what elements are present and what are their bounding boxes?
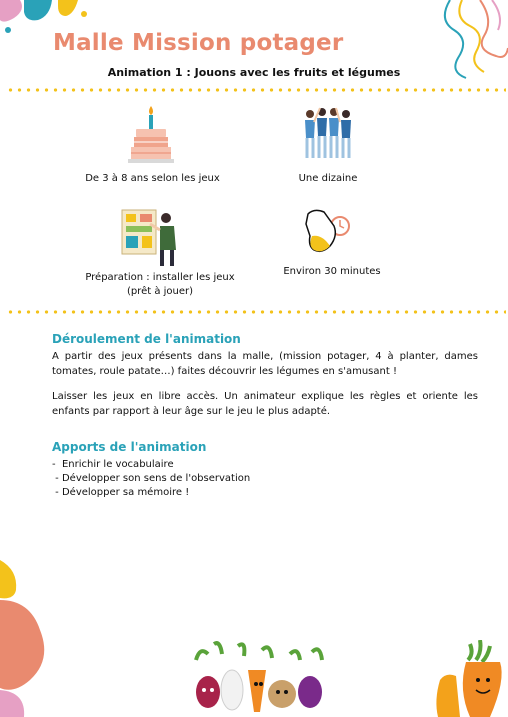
- apports-list: [52, 458, 250, 500]
- page-title: Malle Mission potager: [53, 30, 344, 56]
- list-item: - Développer sa mémoire !: [52, 487, 190, 498]
- deroulement-paragraph-1: A partir des jeux présents dans la malle, (mission potager, 4 à planter, dames tomates, roule patate…) faites découvrir les légumes en s'amusant !: [52, 351, 478, 377]
- dotted-divider-middle: [6, 310, 506, 314]
- group-size-label: Une dizaine: [298, 173, 358, 184]
- deroulement-title: Déroulement de l'animation: [52, 332, 241, 346]
- clock-hand-icon: [304, 206, 352, 258]
- birthday-cake-icon: [128, 104, 174, 166]
- duration-label: Environ 30 minutes: [283, 266, 381, 277]
- dotted-divider-top: [6, 88, 506, 92]
- carrots-illustration: [430, 640, 508, 717]
- group-people-icon: [298, 104, 358, 162]
- preparation-label-line2: (prêt à jouer): [126, 286, 194, 297]
- list-item: - Développer son sens de l'observation: [52, 473, 251, 484]
- page-subtitle: Animation 1 : Jouons avec les fruits et légumes: [107, 66, 401, 79]
- vegetables-illustration: [186, 640, 336, 717]
- preparation-label-line1: Préparation : installer les jeux: [85, 272, 235, 283]
- decorative-blobs-bottom-left: [0, 560, 60, 717]
- age-label: De 3 à 8 ans selon les jeux: [85, 173, 220, 184]
- list-item: - Enrichir le vocabulaire: [52, 459, 174, 470]
- preparation-board-icon: [120, 206, 182, 268]
- apports-title: Apports de l'animation: [52, 440, 207, 454]
- preparation-label: [60, 271, 260, 299]
- deroulement-paragraph-2: Laisser les jeux en libre accès. Un animateur explique les règles et oriente les enfants par rapport à leur âge sur le jeu le plus adapté.: [52, 391, 478, 417]
